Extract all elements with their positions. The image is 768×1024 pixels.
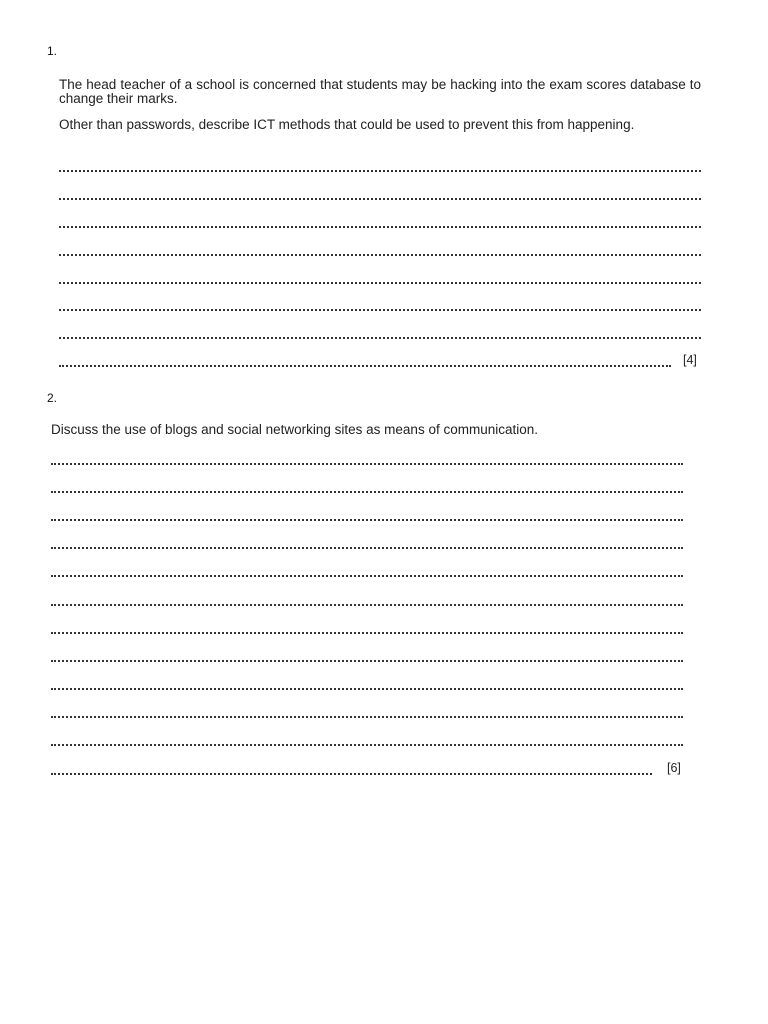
question-2-marks: [6] [667,761,681,775]
answer-line[interactable] [59,365,671,367]
answer-line[interactable] [51,660,683,662]
answer-line[interactable] [51,604,683,606]
question-2-number: 2. [47,391,58,405]
question-1-text: The head teacher of a school is concerned that students may be hacking into the exam scores database to change their marks. [59,77,701,106]
answer-line[interactable] [51,575,683,577]
answer-line[interactable] [51,463,683,465]
answer-line[interactable] [51,519,683,521]
answer-line[interactable] [59,198,701,200]
question-1-marks: [4] [683,353,697,367]
answer-line[interactable] [51,491,683,493]
answer-line[interactable] [51,688,683,690]
answer-line[interactable] [59,309,701,311]
question-1-instruction: Other than passwords, describe ICT methods that could be used to prevent this from happening. [59,117,635,132]
answer-line[interactable] [59,337,701,339]
answer-line[interactable] [59,170,701,172]
answer-line[interactable] [51,744,683,746]
answer-line[interactable] [51,773,652,775]
answer-line[interactable] [59,282,701,284]
question-2-text: Discuss the use of blogs and social networking sites as means of communication. [51,422,538,437]
question-1-number: 1. [47,44,58,58]
answer-line[interactable] [59,254,701,256]
answer-line[interactable] [59,226,701,228]
answer-line[interactable] [51,632,683,634]
answer-line[interactable] [51,547,683,549]
answer-line[interactable] [51,716,683,718]
